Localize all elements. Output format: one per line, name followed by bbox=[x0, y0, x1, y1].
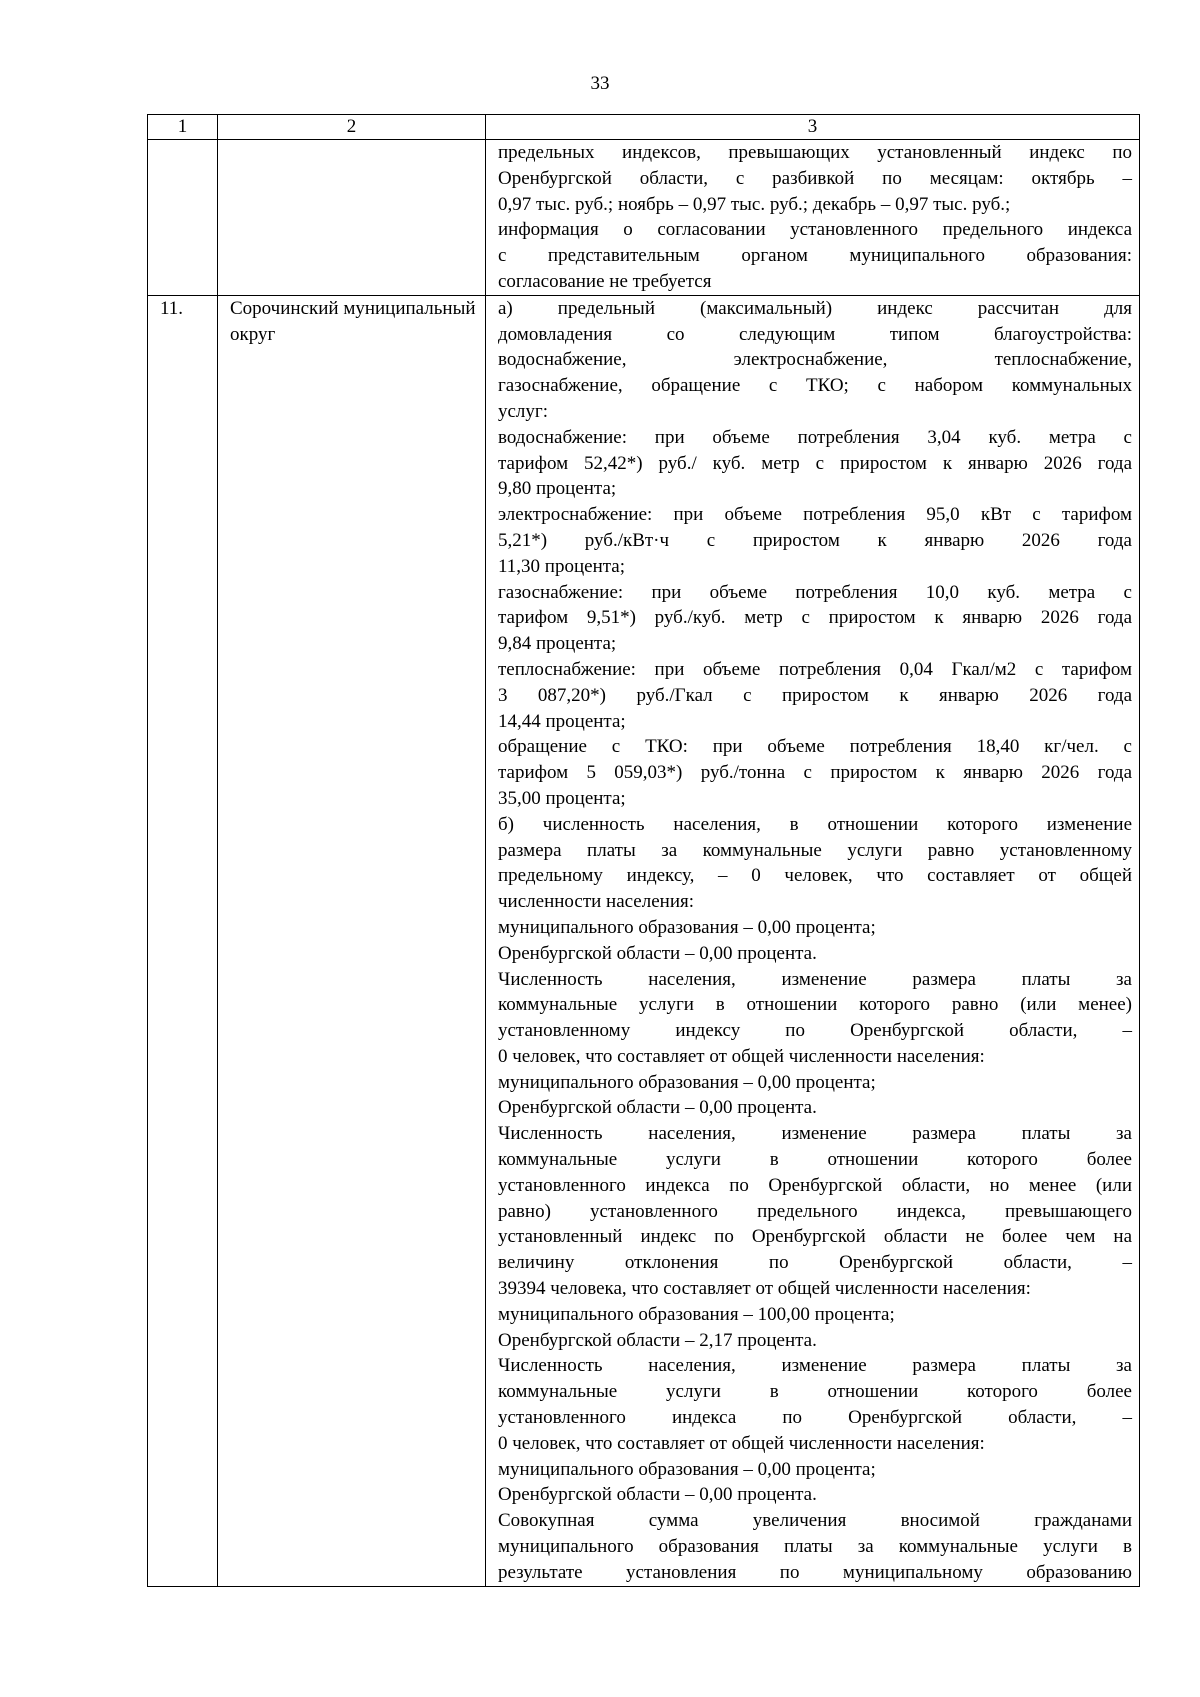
description-line: газоснабжение, обращение с ТКО; с набором коммунальных bbox=[498, 375, 1132, 397]
description-line: установленного индекса по Оренбургской области, но менее (или bbox=[498, 1174, 1132, 1196]
description-line: водоснабжение, электроснабжение, теплоснабжение, bbox=[498, 349, 1132, 371]
row-number-cell: 11. bbox=[148, 295, 218, 1586]
description-line: предельных индексов, превышающих установленный индекс по bbox=[498, 142, 1132, 163]
description-line: домовладения со следующим типом благоустройства: bbox=[498, 323, 1132, 345]
description-line: предельному индексу, – 0 человек, что составляет от общей bbox=[498, 865, 1132, 887]
table-header-row bbox=[148, 115, 1140, 140]
description-line: услуг: bbox=[498, 400, 548, 422]
description-line: электроснабжение: при объеме потребления 95,0 кВт с тарифом bbox=[498, 504, 1132, 526]
description-line: согласование не требуется bbox=[498, 270, 712, 292]
description-line: размера платы за коммунальные услуги равно установленному bbox=[498, 839, 1132, 861]
description-line: величину отклонения по Оренбургской области, – bbox=[498, 1252, 1132, 1274]
description-line: 35,00 процента; bbox=[498, 787, 626, 809]
column-header-description: 3 bbox=[486, 115, 1140, 140]
description-line: б) численность населения, в отношении которого изменение bbox=[498, 813, 1132, 835]
description-line: Оренбургской области – 0,00 процента. bbox=[498, 1097, 817, 1119]
description-line: тарифом 9,51*) руб./куб. метр с приростом к январю 2026 года bbox=[498, 607, 1132, 629]
description-line: Оренбургской области, с разбивкой по месяцам: октябрь – bbox=[498, 167, 1132, 189]
description-cell bbox=[486, 140, 1140, 296]
description-line: а) предельный (максимальный) индекс рассчитан для bbox=[498, 297, 1132, 319]
description-line: установленного индекса по Оренбургской области, – bbox=[498, 1407, 1132, 1429]
description-line: 3 087,20*) руб./Гкал с приростом к январю 2026 года bbox=[498, 684, 1132, 706]
description-line: муниципального образования – 0,00 процента; bbox=[498, 1458, 876, 1480]
description-line: тарифом 5 059,03*) руб./тонна с приростом к январю 2026 года bbox=[498, 762, 1132, 784]
description-line: результате установления по муниципальному образованию bbox=[498, 1561, 1132, 1583]
description-line: 39394 человека, что составляет от общей численности населения: bbox=[498, 1278, 1031, 1300]
description-line: коммунальные услуги в отношении которого более bbox=[498, 1381, 1132, 1403]
description-line: муниципального образования – 100,00 процента; bbox=[498, 1303, 895, 1325]
description-line: информация о согласовании установленного предельного индекса bbox=[498, 219, 1132, 241]
description-line: численности населения: bbox=[498, 891, 695, 913]
description-line: 0,97 тыс. руб.; ноябрь – 0,97 тыс. руб.; декабрь – 0,97 тыс. руб.; bbox=[498, 193, 1011, 215]
page-number: 33 bbox=[590, 73, 610, 94]
description-line: теплоснабжение: при объеме потребления 0,04 Гкал/м2 с тарифом bbox=[498, 658, 1132, 680]
description-line: коммунальные услуги в отношении которого более bbox=[498, 1149, 1132, 1171]
municipality-name-cell bbox=[218, 140, 486, 296]
description-line: тарифом 52,42*) руб./ куб. метр с приростом к январю 2026 года bbox=[498, 452, 1132, 474]
description-line: 14,44 процента; bbox=[498, 710, 626, 732]
description-line: 5,21*) руб./кВт·ч с приростом к январю 2026 года bbox=[498, 529, 1132, 551]
description-line: обращение с ТКО: при объеме потребления 18,40 кг/чел. с bbox=[498, 736, 1132, 758]
description-line: 9,84 процента; bbox=[498, 633, 617, 655]
table-row bbox=[148, 295, 1140, 1586]
description-line: установленный индекс по Оренбургской области не более чем на bbox=[498, 1226, 1132, 1248]
description-line: 11,30 процента; bbox=[498, 555, 625, 577]
description-line: 0 человек, что составляет от общей численности населения: bbox=[498, 1045, 985, 1067]
description-line: муниципального образования – 0,00 процента; bbox=[498, 916, 876, 938]
description-line: водоснабжение: при объеме потребления 3,04 куб. метра с bbox=[498, 426, 1132, 448]
description-line: муниципального образования – 0,00 процента; bbox=[498, 1071, 876, 1093]
table-row bbox=[148, 140, 1140, 296]
description-line: 0 человек, что составляет от общей численности населения: bbox=[498, 1432, 985, 1454]
description-line: равно) установленного предельного индекса, превышающего bbox=[498, 1200, 1132, 1222]
tariff-index-table bbox=[147, 114, 1140, 1587]
description-line: Численность населения, изменение размера платы за bbox=[498, 968, 1132, 990]
description-line: 9,80 процента; bbox=[498, 478, 617, 500]
description-line: установленному индексу по Оренбургской области, – bbox=[498, 1020, 1132, 1042]
description-line: Численность населения, изменение размера платы за bbox=[498, 1123, 1132, 1145]
column-header-municipality: 2 bbox=[218, 115, 486, 140]
description-line: коммунальные услуги в отношении которого равно (или менее) bbox=[498, 994, 1132, 1016]
description-line: Совокупная сумма увеличения вносимой гражданами bbox=[498, 1510, 1132, 1532]
column-header-number: 1 bbox=[148, 115, 218, 140]
description-line: Численность населения, изменение размера платы за bbox=[498, 1355, 1132, 1377]
description-line: Оренбургской области – 2,17 процента. bbox=[498, 1329, 817, 1351]
description-line: с представительным органом муниципального образования: bbox=[498, 245, 1132, 267]
row-number-cell bbox=[148, 140, 218, 296]
description-line: муниципального образования платы за коммунальные услуги в bbox=[498, 1536, 1132, 1558]
description-line: Оренбургской области – 0,00 процента. bbox=[498, 942, 817, 964]
description-cell bbox=[486, 295, 1140, 1586]
description-line: газоснабжение: при объеме потребления 10,0 куб. метра с bbox=[498, 581, 1132, 603]
description-line: Оренбургской области – 0,00 процента. bbox=[498, 1484, 817, 1506]
municipality-name-cell: Сорочинский муниципальный округ bbox=[218, 295, 486, 1586]
